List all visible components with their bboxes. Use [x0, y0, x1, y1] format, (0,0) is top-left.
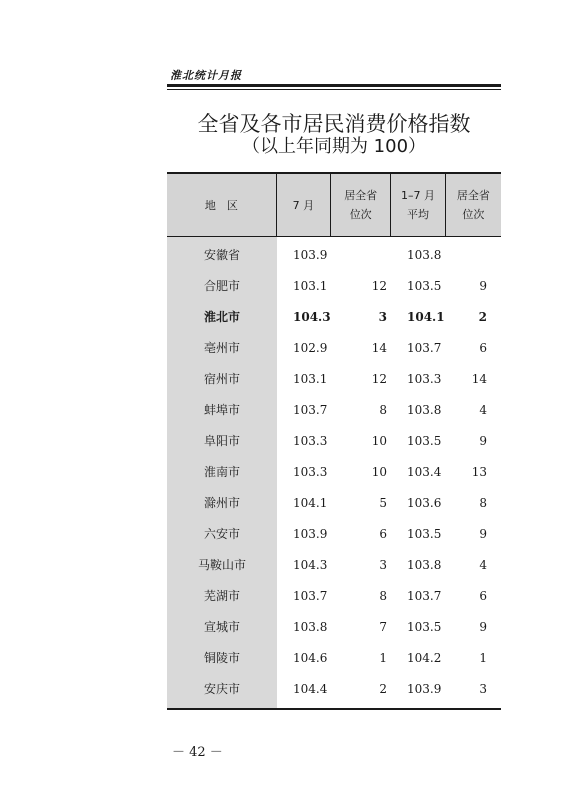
table-row	[167, 239, 501, 270]
july-value: 103.7	[293, 588, 328, 603]
table-row	[167, 673, 501, 704]
region-cell: 淮南市	[203, 465, 240, 479]
ytd-rank: 14	[471, 371, 487, 386]
july-value: 104.6	[293, 650, 328, 665]
region-cell: 铜陵市	[203, 651, 240, 665]
ytd-value: 103.7	[407, 340, 442, 355]
table-row	[167, 549, 501, 580]
table-row	[167, 301, 501, 332]
table-row	[167, 456, 501, 487]
july-rank: 10	[371, 464, 387, 479]
region-cell: 六安市	[203, 527, 240, 541]
table-row	[167, 363, 501, 394]
region-cell: 阜阳市	[203, 434, 240, 448]
ytd-value: 103.3	[407, 371, 442, 386]
table-row	[167, 425, 501, 456]
july-rank: 6	[379, 526, 387, 541]
header-rule	[167, 84, 501, 87]
july-rank: 5	[379, 495, 387, 510]
july-value: 104.4	[293, 681, 328, 696]
header-ytd: 1–7 月 平均	[390, 174, 444, 236]
ytd-value: 103.8	[407, 402, 442, 417]
header-july: 7 月	[276, 174, 330, 236]
ytd-value: 103.5	[407, 619, 442, 634]
july-rank: 12	[371, 371, 387, 386]
july-value: 104.3	[293, 557, 328, 572]
ytd-rank	[445, 239, 501, 270]
table-row	[167, 642, 501, 673]
july-value: 103.3	[293, 464, 328, 479]
july-rank	[331, 239, 391, 270]
page-title: 全省及各市居民消费价格指数	[197, 112, 471, 136]
ytd-value: 103.6	[407, 495, 442, 510]
july-rank: 2	[379, 681, 387, 696]
july-value: 104.1	[293, 495, 328, 510]
ytd-value: 103.7	[407, 588, 442, 603]
region-cell: 安徽省	[203, 248, 240, 262]
region-cell: 宣城市	[203, 620, 240, 634]
july-value: 103.9	[293, 526, 328, 541]
july-value: 103.9	[293, 247, 328, 262]
ytd-value: 103.5	[407, 433, 442, 448]
ytd-value: 103.5	[407, 278, 442, 293]
region-cell: 蚌埠市	[203, 403, 240, 417]
region-cell: 芜湖市	[203, 589, 240, 603]
ytd-rank: 1	[479, 650, 487, 665]
july-rank: 3	[378, 309, 387, 324]
cpi-table	[167, 172, 501, 710]
ytd-rank: 9	[479, 619, 487, 634]
table-body	[167, 237, 501, 708]
ytd-value: 103.5	[407, 526, 442, 541]
ytd-rank: 8	[479, 495, 487, 510]
july-rank: 3	[379, 557, 387, 572]
ytd-value: 104.1	[407, 309, 445, 324]
ytd-rank: 2	[478, 309, 487, 324]
table-row	[167, 580, 501, 611]
region-cell: 亳州市	[203, 341, 240, 355]
ytd-rank: 9	[479, 433, 487, 448]
ytd-rank: 13	[471, 464, 487, 479]
ytd-value: 103.9	[407, 681, 442, 696]
region-cell: 淮北市	[203, 310, 240, 324]
region-cell: 安庆市	[203, 682, 240, 696]
july-value: 103.1	[293, 278, 328, 293]
region-cell: 合肥市	[203, 279, 240, 293]
running-header: 淮北统计月报	[170, 69, 242, 82]
table-row	[167, 611, 501, 642]
july-value: 102.9	[293, 340, 328, 355]
ytd-rank: 4	[479, 557, 487, 572]
ytd-rank: 6	[479, 588, 487, 603]
july-rank: 1	[379, 650, 387, 665]
ytd-rank: 3	[479, 681, 487, 696]
july-value: 103.1	[293, 371, 328, 386]
ytd-rank: 9	[479, 278, 487, 293]
table-header	[167, 174, 501, 237]
region-cell: 马鞍山市	[197, 558, 246, 572]
header-ytd-rank: 居全省 位次	[445, 174, 501, 236]
table-row	[167, 487, 501, 518]
july-rank: 8	[379, 402, 387, 417]
header-july-rank: 居全省 位次	[330, 174, 390, 236]
table-row	[167, 270, 501, 301]
july-value: 104.3	[293, 309, 331, 324]
header-region: 地 区	[204, 198, 238, 212]
july-rank: 12	[371, 278, 387, 293]
july-rank: 14	[371, 340, 387, 355]
table-row	[167, 394, 501, 425]
july-rank: 8	[379, 588, 387, 603]
ytd-rank: 4	[479, 402, 487, 417]
table-row	[167, 332, 501, 363]
july-value: 103.3	[293, 433, 328, 448]
july-rank: 7	[379, 619, 387, 634]
ytd-rank: 9	[479, 526, 487, 541]
ytd-value: 103.8	[407, 557, 442, 572]
ytd-value: 103.8	[407, 247, 442, 262]
region-cell: 宿州市	[203, 372, 240, 386]
july-rank: 10	[371, 433, 387, 448]
july-value: 103.7	[293, 402, 328, 417]
july-value: 103.8	[293, 619, 328, 634]
header-rule-thin	[167, 89, 501, 90]
page-subtitle: （以上年同期为 100）	[241, 136, 427, 157]
table-row	[167, 518, 501, 549]
page-number: － 42 －	[172, 745, 223, 760]
ytd-value: 104.2	[407, 650, 442, 665]
region-cell: 滁州市	[203, 496, 240, 510]
ytd-rank: 6	[479, 340, 487, 355]
ytd-value: 103.4	[407, 464, 442, 479]
